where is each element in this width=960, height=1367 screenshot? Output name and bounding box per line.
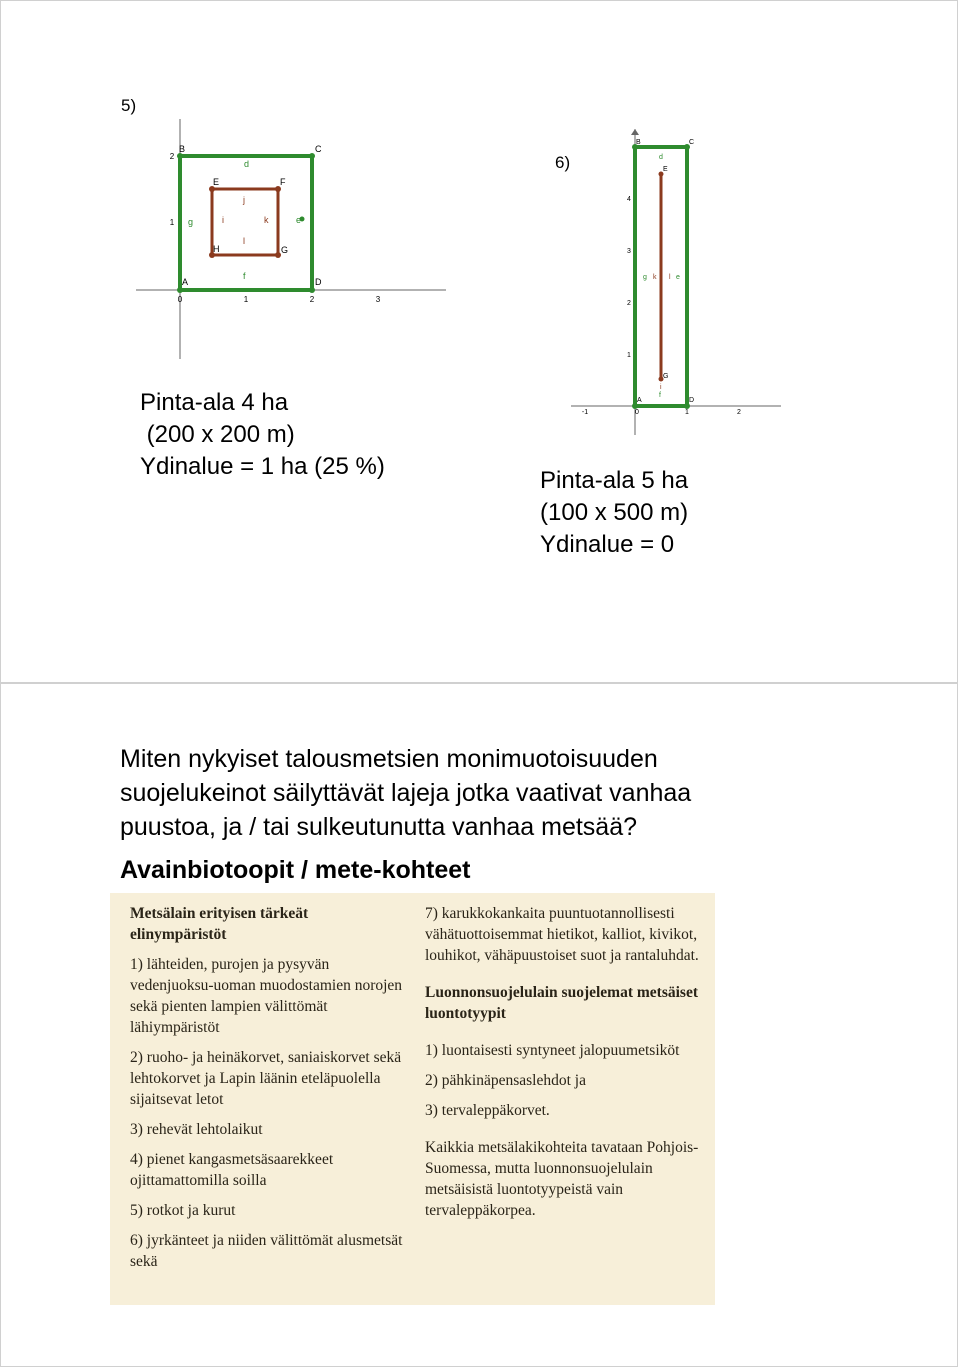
figure-5-number: 5) (121, 96, 137, 115)
fig5-outer-points (177, 153, 315, 293)
fig6-label-D: D (689, 397, 695, 404)
fig5-label-A: A (182, 277, 189, 287)
fig5-label-D: D (315, 277, 322, 287)
fig5-seg-g: g (188, 217, 194, 227)
fig5-label-G: G (281, 245, 289, 255)
fig5-seg-k: k (264, 215, 269, 225)
figure-6-caption (540, 465, 688, 561)
question-line: Miten nykyiset talousmetsien monimuotoisuuden (120, 745, 658, 773)
fig5-seg-e: e (296, 215, 302, 225)
fig6-ytick-3: 3 (627, 248, 631, 255)
fig6-xtick-neg1: -1 (581, 409, 589, 416)
scan-left-column (130, 903, 405, 1281)
fig6-seg-k: k (653, 274, 657, 281)
fig5-inner-points (209, 186, 281, 258)
fig6-label-G: G (663, 373, 669, 380)
fig5-caption-line: Pinta-ala 4 ha (140, 389, 289, 416)
fig6-ytick-4: 4 (627, 196, 631, 203)
fig5-ytick-2: 2 (169, 152, 175, 161)
fig5-label-F: F (280, 177, 286, 187)
fig5-xtick-3: 3 (375, 295, 381, 304)
scan-list-item: 2) pähkinäpensaslehdot ja (425, 1072, 586, 1089)
fig5-outer-square (180, 156, 312, 290)
figure-6-diagram (571, 129, 783, 439)
fig5-xtick-0: 0 (177, 295, 183, 304)
fig5-label-C: C (315, 144, 322, 154)
fig5-caption-line: Ydinalue = 1 ha (25 %) (140, 453, 385, 480)
fig6-label-E: E (663, 166, 668, 173)
fig5-seg-d: d (244, 159, 250, 169)
fig6-caption-line: Pinta-ala 5 ha (540, 467, 689, 494)
figure-5-caption (140, 387, 385, 483)
fig6-label-A: A (637, 397, 642, 404)
fig5-seg-f: f (243, 271, 246, 281)
fig6-xtick-0: 0 (635, 409, 639, 416)
scan-right-heading: Luonnonsuojelulain suojelemat metsäiset luontotyypit (425, 984, 698, 1022)
fig5-seg-i: i (222, 215, 224, 225)
scan-list-item: 6) jyrkänteet ja niiden välittömät alusmetsät sekä (130, 1232, 403, 1270)
scan-left-heading: Metsälain erityisen tärkeät elinympäristöt (130, 905, 309, 943)
slide-top (0, 0, 958, 683)
scan-list-item: 5) rotkot ja kurut (130, 1202, 236, 1219)
fig5-seg-j: j (243, 195, 245, 205)
fig6-caption-line: (100 x 500 m) (540, 499, 689, 526)
figure-6-number: 6) (555, 153, 571, 172)
scan-right-column (425, 903, 705, 1230)
scan-list-item: 1) luontaisesti syntyneet jalopuumetsiköt (425, 1042, 680, 1059)
fig5-xtick-2: 2 (309, 295, 315, 304)
scan-list-item: 3) tervaleppäkorvet. (425, 1102, 550, 1119)
fig5-label-B: B (179, 144, 186, 154)
scan-list-item: 2) ruoho- ja heinäkorvet, saniaiskorvet sekä lehtokorvet ja Lapin läänin eteläpuolella sijaitsevat letot (130, 1049, 402, 1108)
scan-list-item: 3) rehevät lehtolaikut (130, 1121, 263, 1138)
fig6-xtick-2: 2 (737, 409, 741, 416)
fig5-seg-l: l (243, 236, 245, 246)
question-line: suojelukeinot säilyttävät lajeja jotka vaativat vanhaa (120, 779, 692, 807)
fig6-label-C: C (689, 139, 695, 146)
fig6-xtick-1: 1 (685, 409, 689, 416)
fig5-caption-line: (200 x 200 m) (140, 421, 295, 448)
scan-list-item: 1) lähteiden, purojen ja pysyvän vedenjuoksu-uoman muodostamien norojen sekä pienten lampien välittömät lähiympäristöt (130, 956, 403, 1036)
fig6-seg-f: f (659, 392, 661, 399)
fig5-xtick-1: 1 (243, 295, 249, 304)
fig5-label-E: E (213, 177, 220, 187)
scanned-book-excerpt (110, 893, 715, 1305)
fig6-seg-i: i (660, 384, 662, 391)
fig6-seg-d: d (659, 154, 663, 161)
fig5-label-H: H (213, 244, 220, 254)
subheading: Avainbiotoopit / mete-kohteet (120, 856, 471, 884)
question-line: puustoa, ja / tai sulkeutunutta vanhaa metsää? (120, 813, 638, 841)
scan-list-item: 4) pienet kangasmetsäsaarekkeet ojittamattomilla soilla (130, 1151, 334, 1189)
figure-5-diagram (136, 119, 448, 359)
scan-list-item: 7) karukkokankaita puuntuotannollisesti vähätuottoisemmat hietikot, kalliot, kivikot, louhikot, vähäpuustoiset suot ja rantaluhdat. (425, 905, 699, 964)
fig6-ytick-2: 2 (627, 300, 631, 307)
scan-note: Kaikkia metsälakikohteita tavataan Pohjois-Suomessa, mutta luonnonsuojelulain metsäisistä luontotyypeistä vain tervaleppäkorpea. (425, 1139, 699, 1219)
fig6-caption-line: Ydinalue = 0 (540, 531, 675, 558)
question-text (120, 742, 820, 844)
fig6-label-B: B (636, 139, 641, 146)
fig6-seg-g: g (643, 274, 647, 281)
fig6-ytick-1: 1 (627, 352, 631, 359)
fig5-ytick-1: 1 (169, 218, 175, 227)
fig6-seg-l: l (669, 274, 671, 281)
fig6-seg-e: e (676, 274, 680, 281)
